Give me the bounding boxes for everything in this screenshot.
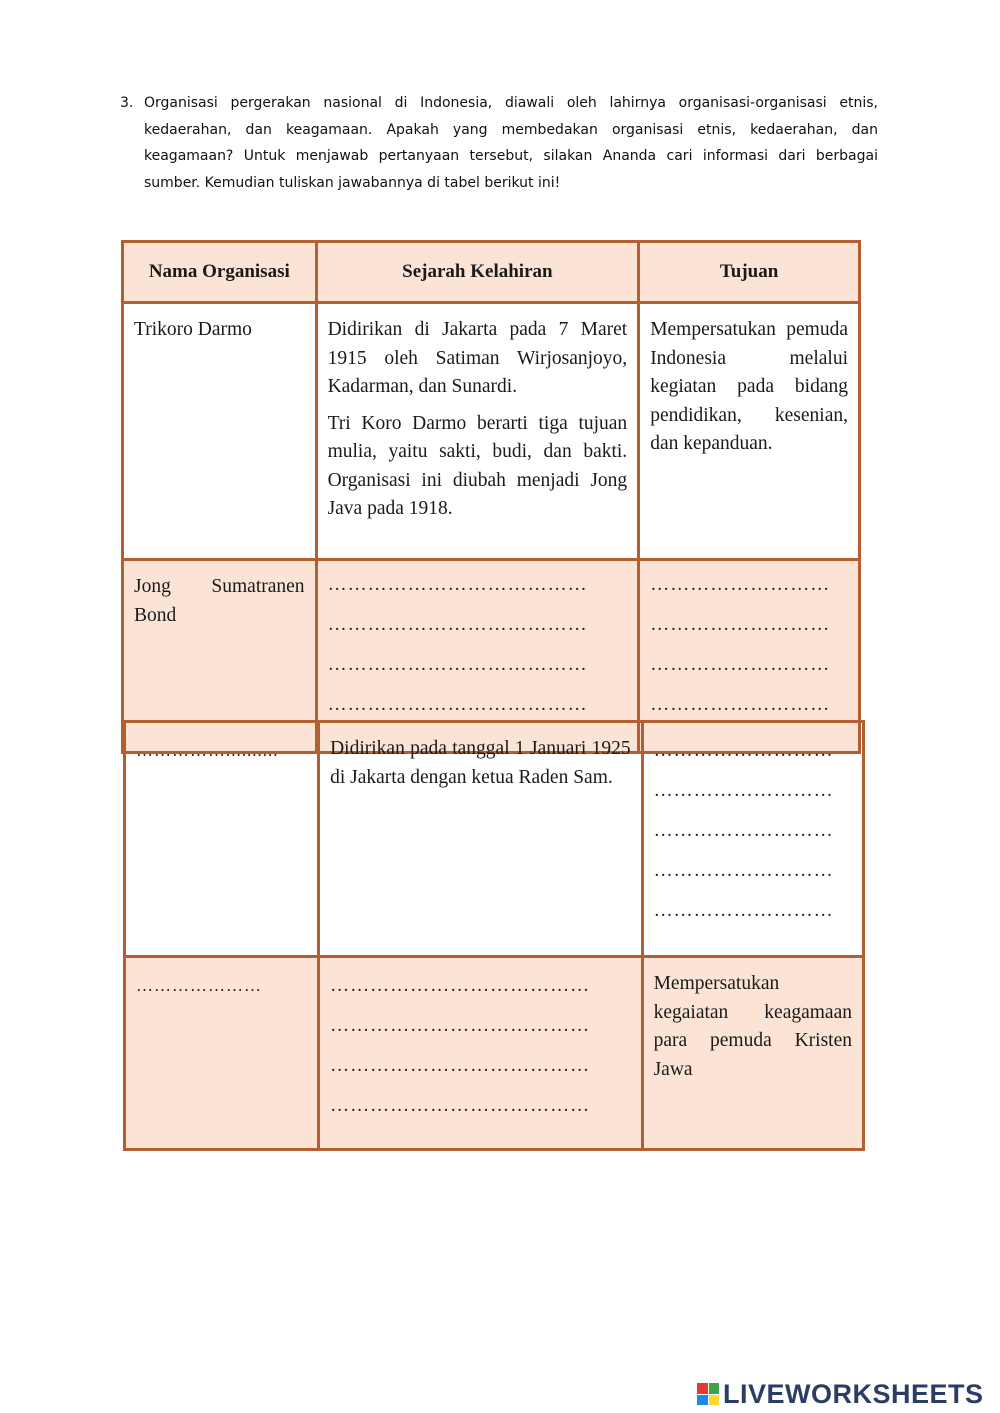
answer-blank[interactable]: ………………………………… xyxy=(327,574,588,595)
answer-blank[interactable]: ………………………………… xyxy=(330,1015,591,1036)
goal-cell xyxy=(642,722,863,957)
answer-blank[interactable]: ………………………………… xyxy=(327,654,588,675)
history-cell xyxy=(319,957,643,1150)
header-tujuan: Tujuan xyxy=(639,242,860,303)
answer-blank[interactable]: ……………………… xyxy=(650,614,831,635)
goal-text: Mempersatukan pemuda Indonesia melalui kegiatan pada bidang pendidikan, kesenian, dan kepanduan. xyxy=(650,319,848,454)
answer-blank[interactable]: ……………………… xyxy=(653,740,834,761)
answer-blank[interactable]: ……………………… xyxy=(650,654,831,675)
goal-cell xyxy=(639,303,860,560)
question-number: 3. xyxy=(120,95,134,111)
answer-blank[interactable]: ……………………… xyxy=(650,574,831,595)
answer-blank[interactable]: ……………………… xyxy=(653,900,834,921)
table-row xyxy=(125,722,864,957)
liveworksheets-logo xyxy=(697,1378,984,1410)
answer-blank[interactable]: …………….......... xyxy=(136,741,279,760)
table-row xyxy=(125,957,864,1150)
logo-text: LIVEWORKSHEETS xyxy=(723,1378,984,1409)
header-nama-organisasi: Nama Organisasi xyxy=(123,242,317,303)
history-cell xyxy=(316,303,639,560)
answer-blank[interactable]: ……………………… xyxy=(653,820,834,841)
answer-blank[interactable]: ………………………………… xyxy=(330,1095,591,1116)
answer-blank[interactable]: ………………… xyxy=(136,976,262,995)
name-cell xyxy=(125,722,319,957)
logo-grid-icon xyxy=(697,1383,719,1405)
table-header-row xyxy=(123,242,860,303)
answer-blank[interactable]: ………………………………… xyxy=(327,694,588,715)
organization-name: Trikoro Darmo xyxy=(134,319,252,340)
question-text: Organisasi pergerakan nasional di Indonesia, diawali oleh lahirnya organisasi-organisasi etnis, kedaerahan, dan keagamaan. Apakah yang membedakan organisasi etnis, kedaerahan, dan keagamaan? Untuk menjawab pertanyaan tersebut, silakan Ananda cari informasi dari berbagai sumber. Kemudian tuliskan jawabannya di tabel berikut ini! xyxy=(144,95,878,191)
answer-blank[interactable]: ……………………… xyxy=(653,860,834,881)
name-cell xyxy=(125,957,319,1150)
question-block xyxy=(120,90,878,196)
answer-blank[interactable]: ……………………… xyxy=(653,780,834,801)
history-paragraph: Tri Koro Darmo berarti tiga tujuan mulia, yaitu sakti, budi, dan bakti. Organisasi ini diubah menjadi Jong Java pada 1918. xyxy=(327,412,628,519)
answer-blank[interactable]: ………………………………… xyxy=(327,614,588,635)
history-cell xyxy=(319,722,643,957)
goal-cell xyxy=(642,957,863,1150)
history-paragraph: Didirikan di Jakarta pada 7 Maret 1915 oleh Satiman Wirjosanjoyo, Kadarman, dan Sunardi. xyxy=(327,319,628,397)
table-row xyxy=(123,303,860,560)
organization-table-part-2 xyxy=(123,720,865,1151)
goal-text: Mempersatukan kegaiatan keagamaan para pemuda Kristen Jawa xyxy=(653,973,852,1080)
answer-blank[interactable]: ………………………………… xyxy=(330,1055,591,1076)
answer-blank[interactable]: ………………………………… xyxy=(330,975,591,996)
organization-table-part-1 xyxy=(121,240,861,754)
history-paragraph: Didirikan pada tanggal 1 Januari 1925 di Jakarta dengan ketua Raden Sam. xyxy=(330,738,631,788)
name-cell xyxy=(123,303,317,560)
answer-blank[interactable]: ……………………… xyxy=(650,694,831,715)
organization-name: Jong Sumatranen Bond xyxy=(134,576,305,626)
header-sejarah-kelahiran: Sejarah Kelahiran xyxy=(316,242,639,303)
